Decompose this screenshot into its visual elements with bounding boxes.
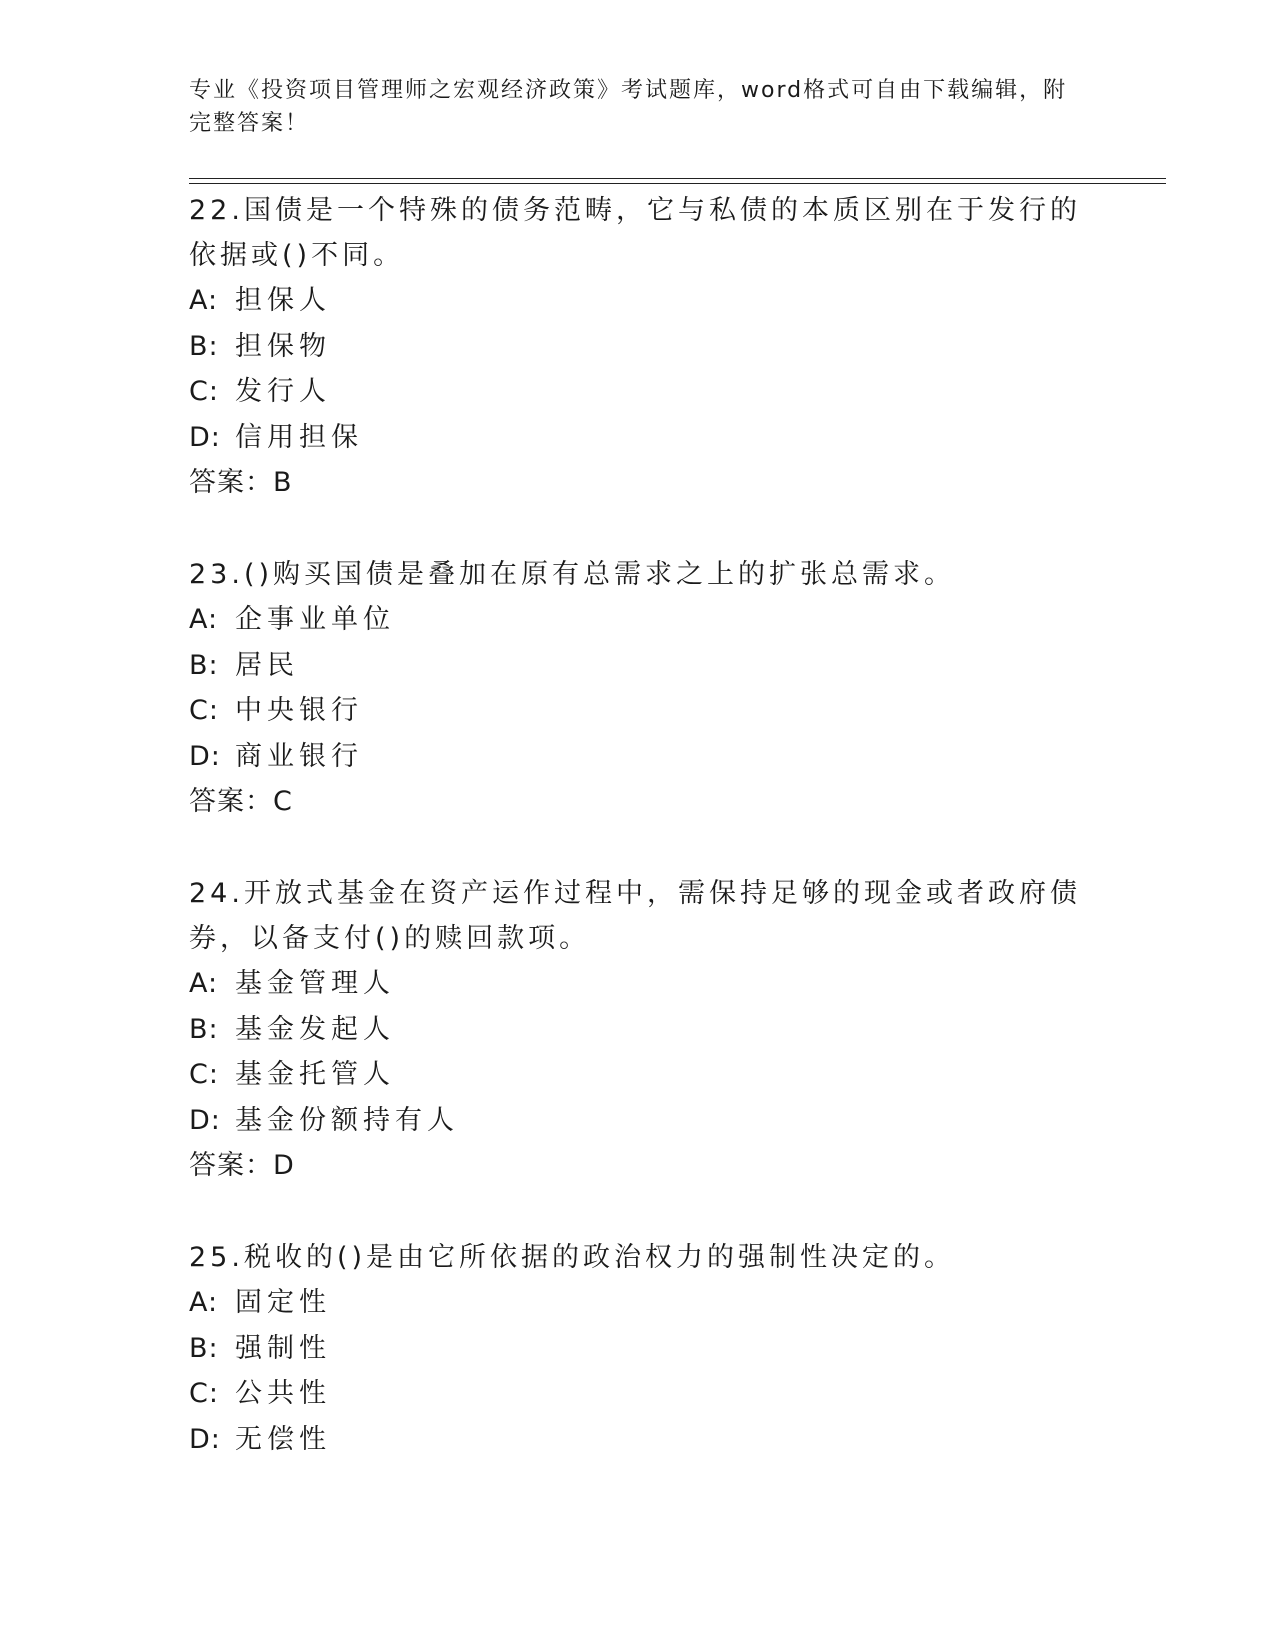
question-24: [189, 871, 1089, 1188]
answer-line: 答案：C: [189, 786, 293, 817]
option-d: [189, 1098, 1089, 1144]
option-letter: C:: [189, 1059, 219, 1090]
option-c: [189, 1371, 1089, 1417]
question-23: [189, 552, 1089, 824]
question-22: [189, 188, 1089, 505]
document-header: 专业《投资项目管理师之宏观经济政策》考试题库，word格式可自由下载编辑，附完整答案！: [189, 78, 1068, 136]
spacer: [189, 1188, 1089, 1235]
option-letter: C:: [189, 376, 219, 407]
option-c: [189, 1052, 1089, 1098]
question-25: [189, 1235, 1089, 1462]
option-d: [189, 1417, 1089, 1463]
option-text: 担保物: [235, 330, 331, 362]
option-a: [189, 278, 1089, 324]
option-letter: A:: [189, 604, 219, 635]
question-stem: 23.()购买国债是叠加在原有总需求之上的扩张总需求。: [189, 559, 956, 590]
option-b: [189, 1007, 1089, 1053]
option-text: 无偿性: [235, 1423, 331, 1455]
option-letter: D:: [189, 1423, 221, 1455]
option-d: [189, 415, 1089, 461]
option-letter: B:: [189, 330, 219, 362]
option-d: [189, 734, 1089, 780]
spacer: [189, 824, 1089, 871]
option-text: 基金份额持有人: [235, 1104, 459, 1136]
option-text: 基金管理人: [235, 968, 395, 999]
option-text: 中央银行: [235, 695, 363, 726]
option-a: [189, 1280, 1089, 1326]
option-letter: D:: [189, 740, 221, 772]
answer-line: 答案：D: [189, 1150, 295, 1181]
option-a: [189, 597, 1089, 643]
option-letter: A:: [189, 1287, 219, 1318]
option-letter: B:: [189, 1013, 219, 1045]
option-letter: D:: [189, 421, 221, 453]
option-text: 商业银行: [235, 740, 363, 772]
header-divider: [189, 178, 1166, 184]
option-letter: B:: [189, 1332, 219, 1364]
option-c: [189, 369, 1089, 415]
option-text: 企事业单位: [235, 604, 395, 635]
option-text: 固定性: [235, 1287, 331, 1318]
option-text: 发行人: [235, 376, 331, 407]
option-letter: A:: [189, 968, 219, 999]
question-list: [189, 188, 1089, 1462]
option-b: [189, 643, 1089, 689]
answer-line: 答案：B: [189, 467, 293, 498]
option-b: [189, 1326, 1089, 1372]
question-stem: 24.开放式基金在资产运作过程中，需保持足够的现金或者政府债券，以备支付()的赎回款项。: [189, 878, 1081, 954]
option-text: 公共性: [235, 1378, 331, 1409]
option-c: [189, 688, 1089, 734]
option-b: [189, 324, 1089, 370]
option-text: 基金发起人: [235, 1013, 395, 1045]
option-letter: A:: [189, 285, 219, 316]
option-a: [189, 961, 1089, 1007]
option-letter: B:: [189, 649, 219, 681]
option-text: 担保人: [235, 285, 331, 316]
option-text: 基金托管人: [235, 1059, 395, 1090]
option-text: 信用担保: [235, 421, 363, 453]
option-letter: D:: [189, 1104, 221, 1136]
option-text: 强制性: [235, 1332, 331, 1364]
question-stem: 22.国债是一个特殊的债务范畴，它与私债的本质区别在于发行的依据或()不同。: [189, 195, 1081, 271]
option-text: 居民: [235, 649, 299, 681]
option-letter: C:: [189, 695, 219, 726]
question-stem: 25.税收的()是由它所依据的政治权力的强制性决定的。: [189, 1242, 956, 1273]
spacer: [189, 505, 1089, 552]
option-letter: C:: [189, 1378, 219, 1409]
